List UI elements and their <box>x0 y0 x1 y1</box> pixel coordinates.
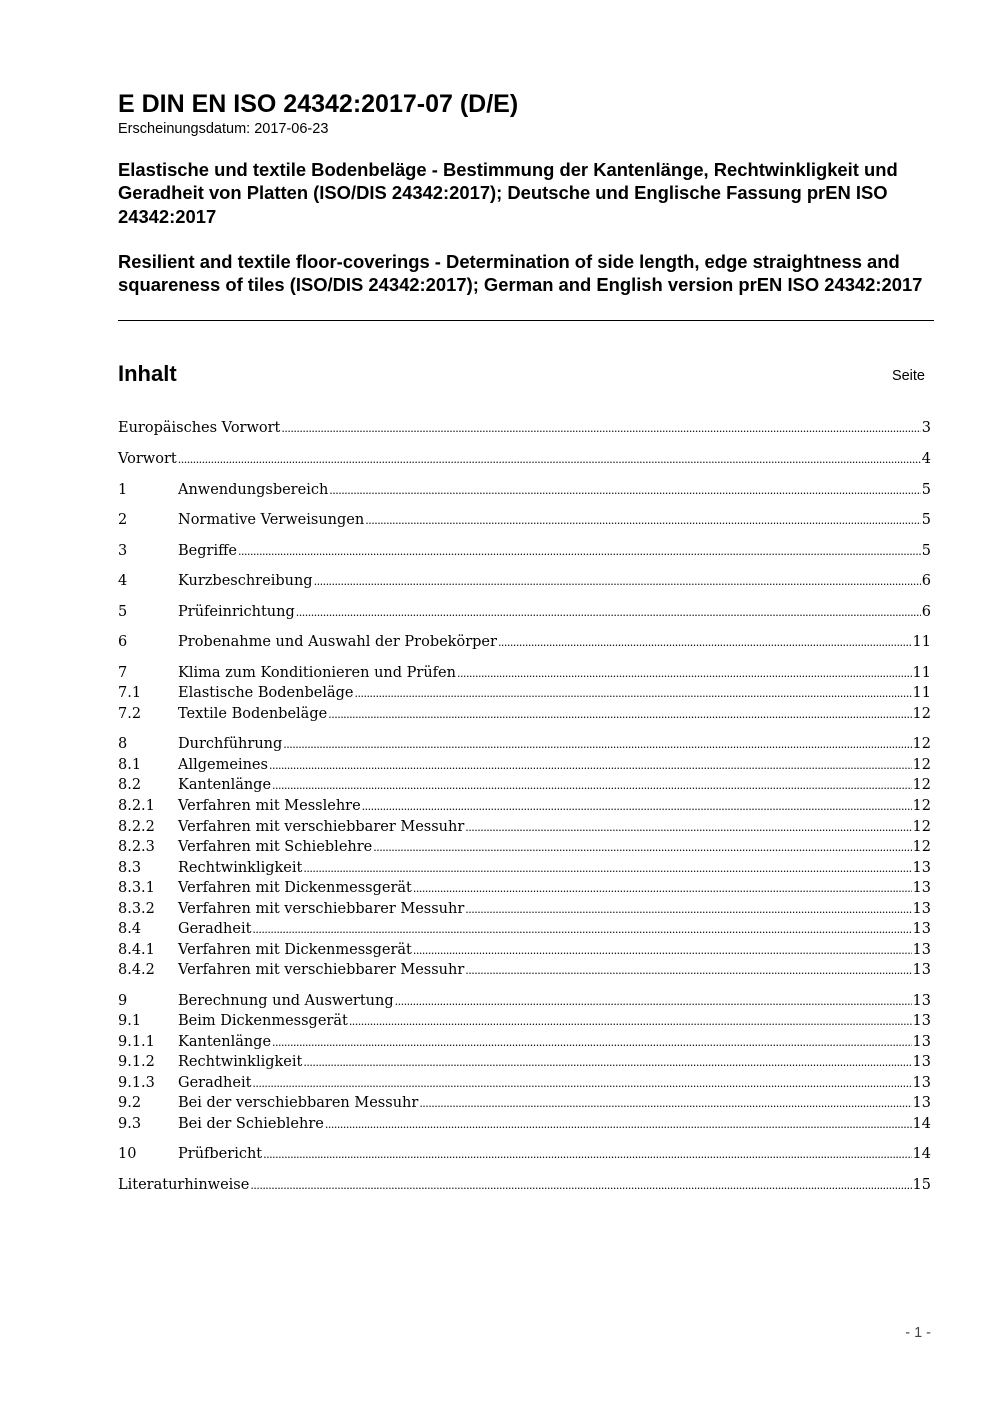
toc-entry-number: 2 <box>118 512 128 528</box>
toc-dot-leader <box>354 683 911 704</box>
toc-entry-page: 13 <box>912 1034 931 1050</box>
toc-entry-number: 7.1 <box>118 685 142 701</box>
toc-entry[interactable] <box>118 541 931 561</box>
toc-entry-title: Probenahme und Auswahl der Probekörper <box>178 634 497 650</box>
toc-entry-title: Kurzbeschreibung <box>178 573 313 589</box>
toc-entry-number: 8.4.1 <box>118 942 155 958</box>
toc-page-column-label: Seite <box>891 368 925 384</box>
toc-entry-title: Berechnung und Auswertung <box>178 993 394 1009</box>
toc-entry-page: 11 <box>912 665 931 681</box>
toc-entry-number: 9 <box>118 993 128 1009</box>
toc-dot-leader <box>457 663 912 684</box>
toc-entry-number: 8.2.1 <box>118 798 155 814</box>
toc-entry[interactable] <box>118 632 931 652</box>
toc-entry-number: 8.3.1 <box>118 880 155 896</box>
toc-dot-leader <box>252 919 911 940</box>
page-number: - 1 - <box>905 1325 931 1341</box>
toc-entry-title: Durchführung <box>178 736 283 752</box>
toc-entry-title: Beim Dickenmessgerät <box>178 1013 348 1029</box>
toc-entry-page: 12 <box>912 839 931 855</box>
toc-entry[interactable] <box>118 796 931 816</box>
toc-entry-title: Kantenlänge <box>178 1034 272 1050</box>
toc-heading: Inhalt <box>118 361 177 386</box>
toc-entry-title: Europäisches Vorwort <box>118 420 281 436</box>
toc-entry-number: 8.3 <box>118 860 142 876</box>
toc-entry-page: 13 <box>912 860 931 876</box>
toc-entry[interactable] <box>118 1032 931 1052</box>
toc-dot-leader <box>303 1052 911 1073</box>
toc-entry-page: 14 <box>912 1146 931 1162</box>
toc-entry[interactable] <box>118 571 931 591</box>
toc-entry-number: 9.1.1 <box>118 1034 155 1050</box>
toc-entry-page: 5 <box>921 482 931 498</box>
toc-entry-page: 13 <box>912 880 931 896</box>
toc-entry-title: Verfahren mit verschiebbarer Messuhr <box>178 962 465 978</box>
toc-dot-leader <box>263 1144 911 1165</box>
toc-entry[interactable] <box>118 940 931 960</box>
publication-date: Erscheinungsdatum: 2017-06-23 <box>118 121 329 137</box>
toc-entry[interactable] <box>118 418 931 438</box>
toc-entry-page: 11 <box>912 634 931 650</box>
toc-dot-leader <box>362 796 912 817</box>
toc-entry[interactable] <box>118 1073 931 1093</box>
toc-dot-leader <box>413 940 912 961</box>
toc-dot-leader <box>349 1011 912 1032</box>
toc-entry[interactable] <box>118 1093 931 1113</box>
toc-entry-title: Bei der verschiebbaren Messuhr <box>178 1095 419 1111</box>
toc-entry-number: 8.2.2 <box>118 819 155 835</box>
toc-dot-leader <box>303 858 911 879</box>
toc-dot-leader <box>329 480 920 501</box>
toc-dot-leader <box>281 418 920 439</box>
toc-dot-leader <box>269 755 912 776</box>
toc-entry-title: Literaturhinweise <box>118 1177 250 1193</box>
toc-entry[interactable] <box>118 899 931 919</box>
toc-dot-leader <box>465 817 911 838</box>
toc-entry[interactable] <box>118 510 931 530</box>
toc-entry-title: Allgemeines <box>178 757 268 773</box>
toc-dot-leader <box>296 602 921 623</box>
toc-entry-title: Anwendungsbereich <box>178 482 329 498</box>
toc-entry[interactable] <box>118 1175 931 1195</box>
toc-dot-leader <box>283 734 911 755</box>
toc-entry-page: 12 <box>912 819 931 835</box>
toc-entry-number: 4 <box>118 573 128 589</box>
toc-entry[interactable] <box>118 663 931 683</box>
toc-entry-title: Rechtwinkligkeit <box>178 1054 303 1070</box>
toc-entry-page: 4 <box>921 451 931 467</box>
toc-entry-number: 8.1 <box>118 757 142 773</box>
toc-entry-number: 9.1.3 <box>118 1075 155 1091</box>
toc-entry-title: Textile Bodenbeläge <box>178 706 328 722</box>
toc-dot-leader <box>325 1114 912 1135</box>
toc-dot-leader <box>465 899 911 920</box>
toc-entry-page: 13 <box>912 942 931 958</box>
toc-entry-title: Verfahren mit Schieblehre <box>178 839 373 855</box>
toc-entry[interactable] <box>118 755 931 775</box>
toc-entry-title: Geradheit <box>178 1075 252 1091</box>
toc-entry-page: 6 <box>921 573 931 589</box>
toc-entry-number: 8.4 <box>118 921 142 937</box>
toc-entry[interactable] <box>118 449 931 469</box>
toc-dot-leader <box>395 991 912 1012</box>
toc-entry-page: 12 <box>912 757 931 773</box>
toc-entry[interactable] <box>118 734 931 754</box>
toc-entry-title: Begriffe <box>178 543 237 559</box>
toc-entry-number: 10 <box>118 1146 137 1162</box>
toc-entry-title: Rechtwinkligkeit <box>178 860 303 876</box>
toc-entry-number: 7.2 <box>118 706 142 722</box>
toc-entry-title: Normative Verweisungen <box>178 512 365 528</box>
toc-entry[interactable] <box>118 480 931 500</box>
toc-entry-page: 15 <box>912 1177 931 1193</box>
toc-entry[interactable] <box>118 683 931 703</box>
toc-entry-page: 13 <box>912 962 931 978</box>
toc-entry-page: 5 <box>921 543 931 559</box>
toc-entry-page: 3 <box>921 420 931 436</box>
toc-entry[interactable] <box>118 602 931 622</box>
toc-entry-number: 3 <box>118 543 128 559</box>
toc-entry-number: 9.2 <box>118 1095 142 1111</box>
toc-entry[interactable] <box>118 960 931 980</box>
toc-dot-leader <box>498 632 912 653</box>
toc-entry-page: 12 <box>912 706 931 722</box>
document-id: E DIN EN ISO 24342:2017-07 (D/E) <box>118 90 519 118</box>
toc-entry-page: 11 <box>912 685 931 701</box>
toc-dot-leader <box>365 510 921 531</box>
toc-entry[interactable] <box>118 775 931 795</box>
toc-entry-page: 13 <box>912 1013 931 1029</box>
toc-entry-number: 8.3.2 <box>118 901 155 917</box>
toc-entry-number: 5 <box>118 604 128 620</box>
toc-entry-title: Kantenlänge <box>178 777 272 793</box>
toc-entry-page: 13 <box>912 1054 931 1070</box>
toc-entry-number: 8.4.2 <box>118 962 155 978</box>
header-divider <box>118 320 934 321</box>
toc-entry-number: 1 <box>118 482 128 498</box>
toc-entry-title: Prüfbericht <box>178 1146 263 1162</box>
toc-entry-title: Prüfeinrichtung <box>178 604 295 620</box>
toc-entry[interactable] <box>118 878 931 898</box>
toc-entry-number: 6 <box>118 634 128 650</box>
toc-dot-leader <box>314 571 921 592</box>
toc-entry-title: Vorwort <box>118 451 177 467</box>
toc-entry-title: Klima zum Konditionieren und Prüfen <box>178 665 456 681</box>
toc-entry-page: 13 <box>912 1095 931 1111</box>
toc-dot-leader <box>465 960 911 981</box>
toc-entry[interactable] <box>118 837 931 857</box>
title-english: Resilient and textile floor-coverings - Determination of side length, edge straightness and squareness of tiles (ISO/DIS 24342:2017); German and English version prEN ISO 24342:2017 <box>118 251 923 296</box>
title-german: Elastische und textile Bodenbeläge - Bestimmung der Kantenlänge, Rechtwinkligkeit und Geradheit von Platten (ISO/DIS 24342:2017); Deutsche und Englische Fassung prEN ISO 24342:2017 <box>118 159 898 227</box>
toc-entry-page: 13 <box>912 901 931 917</box>
toc-entry[interactable] <box>118 991 931 1011</box>
toc-entry[interactable] <box>118 817 931 837</box>
toc-entry-page: 13 <box>912 993 931 1009</box>
toc-entry-title: Geradheit <box>178 921 252 937</box>
toc-dot-leader <box>272 775 912 796</box>
toc-entry-title: Verfahren mit Messlehre <box>178 798 361 814</box>
toc-entry-title: Verfahren mit verschiebbarer Messuhr <box>178 901 465 917</box>
toc-dot-leader <box>250 1175 911 1196</box>
toc-entry-title: Bei der Schieblehre <box>178 1116 324 1132</box>
toc-entry-number: 9.1 <box>118 1013 142 1029</box>
toc-entry-number: 8 <box>118 736 128 752</box>
toc-entry[interactable] <box>118 704 931 724</box>
toc-entry[interactable] <box>118 1052 931 1072</box>
toc-entry-page: 13 <box>912 1075 931 1091</box>
toc-entry[interactable] <box>118 1144 931 1164</box>
toc-dot-leader <box>238 541 921 562</box>
toc-entry-title: Verfahren mit Dickenmessgerät <box>178 880 412 896</box>
toc-entry[interactable] <box>118 858 931 878</box>
toc-dot-leader <box>178 449 921 470</box>
toc-dot-leader <box>272 1032 912 1053</box>
toc-dot-leader <box>373 837 911 858</box>
toc-entry-number: 9.1.2 <box>118 1054 155 1070</box>
toc-entry-page: 12 <box>912 798 931 814</box>
toc-dot-leader <box>419 1093 911 1114</box>
toc-entry-page: 5 <box>921 512 931 528</box>
toc-entry-number: 8.2.3 <box>118 839 155 855</box>
toc-entry-page: 14 <box>912 1116 931 1132</box>
toc-entry[interactable] <box>118 919 931 939</box>
toc-entry-page: 12 <box>912 777 931 793</box>
toc-entry-page: 12 <box>912 736 931 752</box>
toc-entry[interactable] <box>118 1011 931 1031</box>
toc-entry[interactable] <box>118 1114 931 1134</box>
toc-entry-number: 8.2 <box>118 777 142 793</box>
toc-entry-number: 7 <box>118 665 128 681</box>
toc-entry-title: Verfahren mit Dickenmessgerät <box>178 942 412 958</box>
toc-entry-page: 6 <box>921 604 931 620</box>
toc-dot-leader <box>252 1073 911 1094</box>
toc-entry-title: Verfahren mit verschiebbarer Messuhr <box>178 819 465 835</box>
toc-dot-leader <box>413 878 912 899</box>
toc-entry-number: 9.3 <box>118 1116 142 1132</box>
toc-dot-leader <box>328 704 911 725</box>
toc-entry-page: 13 <box>912 921 931 937</box>
toc-entry-title: Elastische Bodenbeläge <box>178 685 354 701</box>
